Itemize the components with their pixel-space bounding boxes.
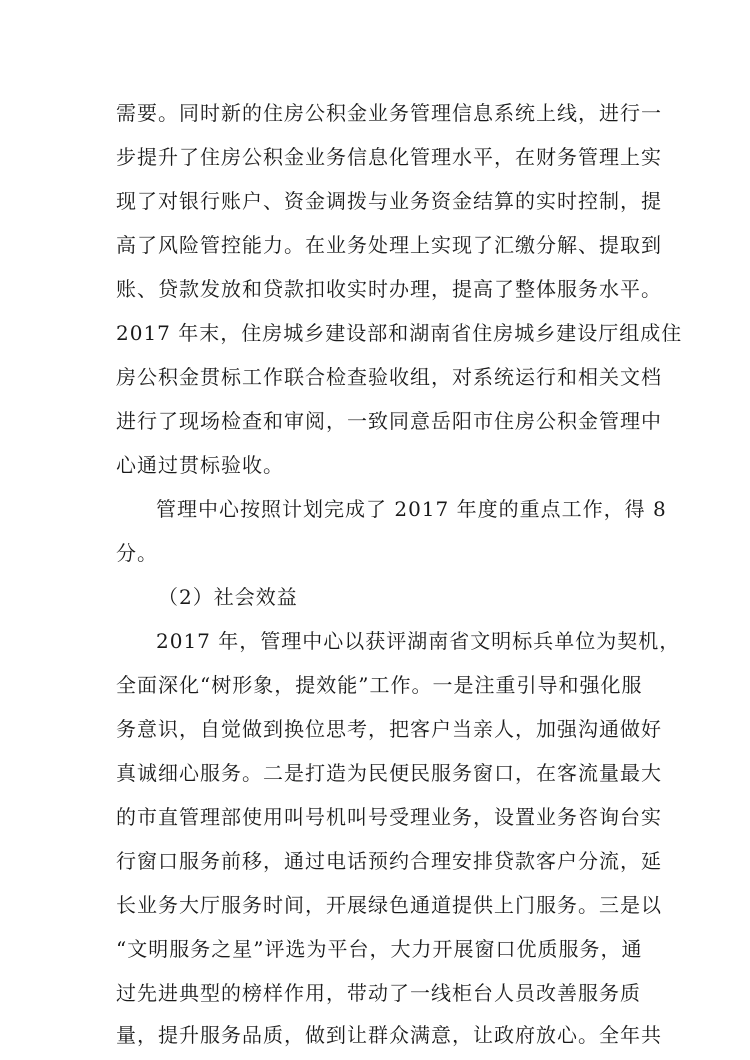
section-heading: （2）社会效益: [158, 585, 298, 609]
text-line: 心通过贯标验收。: [116, 453, 284, 477]
text-line: 分。: [116, 541, 158, 565]
text-line: 行窗口服务前移，通过电话预约合理安排贷款客户分流，延: [116, 849, 662, 873]
text-line: 2017 年，管理中心以获评湖南省文明标兵单位为契机，: [156, 629, 681, 653]
text-line: 高了风险管控能力。在业务处理上实现了汇缴分解、提取到: [116, 233, 662, 257]
text-line: 务意识，自觉做到换位思考，把客户当亲人，加强沟通做好: [116, 717, 662, 741]
text-line: 房公积金贯标工作联合检查验收组，对系统运行和相关文档: [116, 365, 662, 389]
text-line: 需要。同时新的住房公积金业务管理信息系统上线，进行一: [116, 101, 662, 125]
text-line: “文明服务之星”评选为平台，大力开展窗口优质服务，通: [116, 937, 643, 961]
text-line: 真诚细心服务。二是打造为民便民服务窗口，在客流量最大: [116, 761, 662, 785]
text-line: 过先进典型的榜样作用，带动了一线柜台人员改善服务质: [116, 981, 641, 1005]
text-line: 现了对银行账户、资金调拨与业务资金结算的实时控制，提: [116, 189, 662, 213]
text-line: 账、贷款发放和贷款扣收实时办理，提高了整体服务水平。: [116, 277, 662, 301]
text-line: 2017 年末，住房城乡建设部和湖南省住房城乡建设厅组成住: [116, 321, 683, 345]
text-line: 步提升了住房公积金业务信息化管理水平，在财务管理上实: [116, 145, 662, 169]
text-line: 的市直管理部使用叫号机叫号受理业务，设置业务咨询台实: [116, 805, 662, 829]
text-line: 全面深化“树形象，提效能”工作。一是注重引导和强化服: [116, 673, 643, 697]
text-line: 长业务大厅服务时间，开展绿色通道提供上门服务。三是以: [116, 893, 662, 917]
text-line: 量，提升服务品质，做到让群众满意，让政府放心。全年共: [116, 1023, 662, 1047]
text-line: 管理中心按照计划完成了 2017 年度的重点工作，得 8: [156, 497, 667, 521]
text-line: 进行了现场检查和审阅，一致同意岳阳市住房公积金管理中: [116, 409, 662, 433]
